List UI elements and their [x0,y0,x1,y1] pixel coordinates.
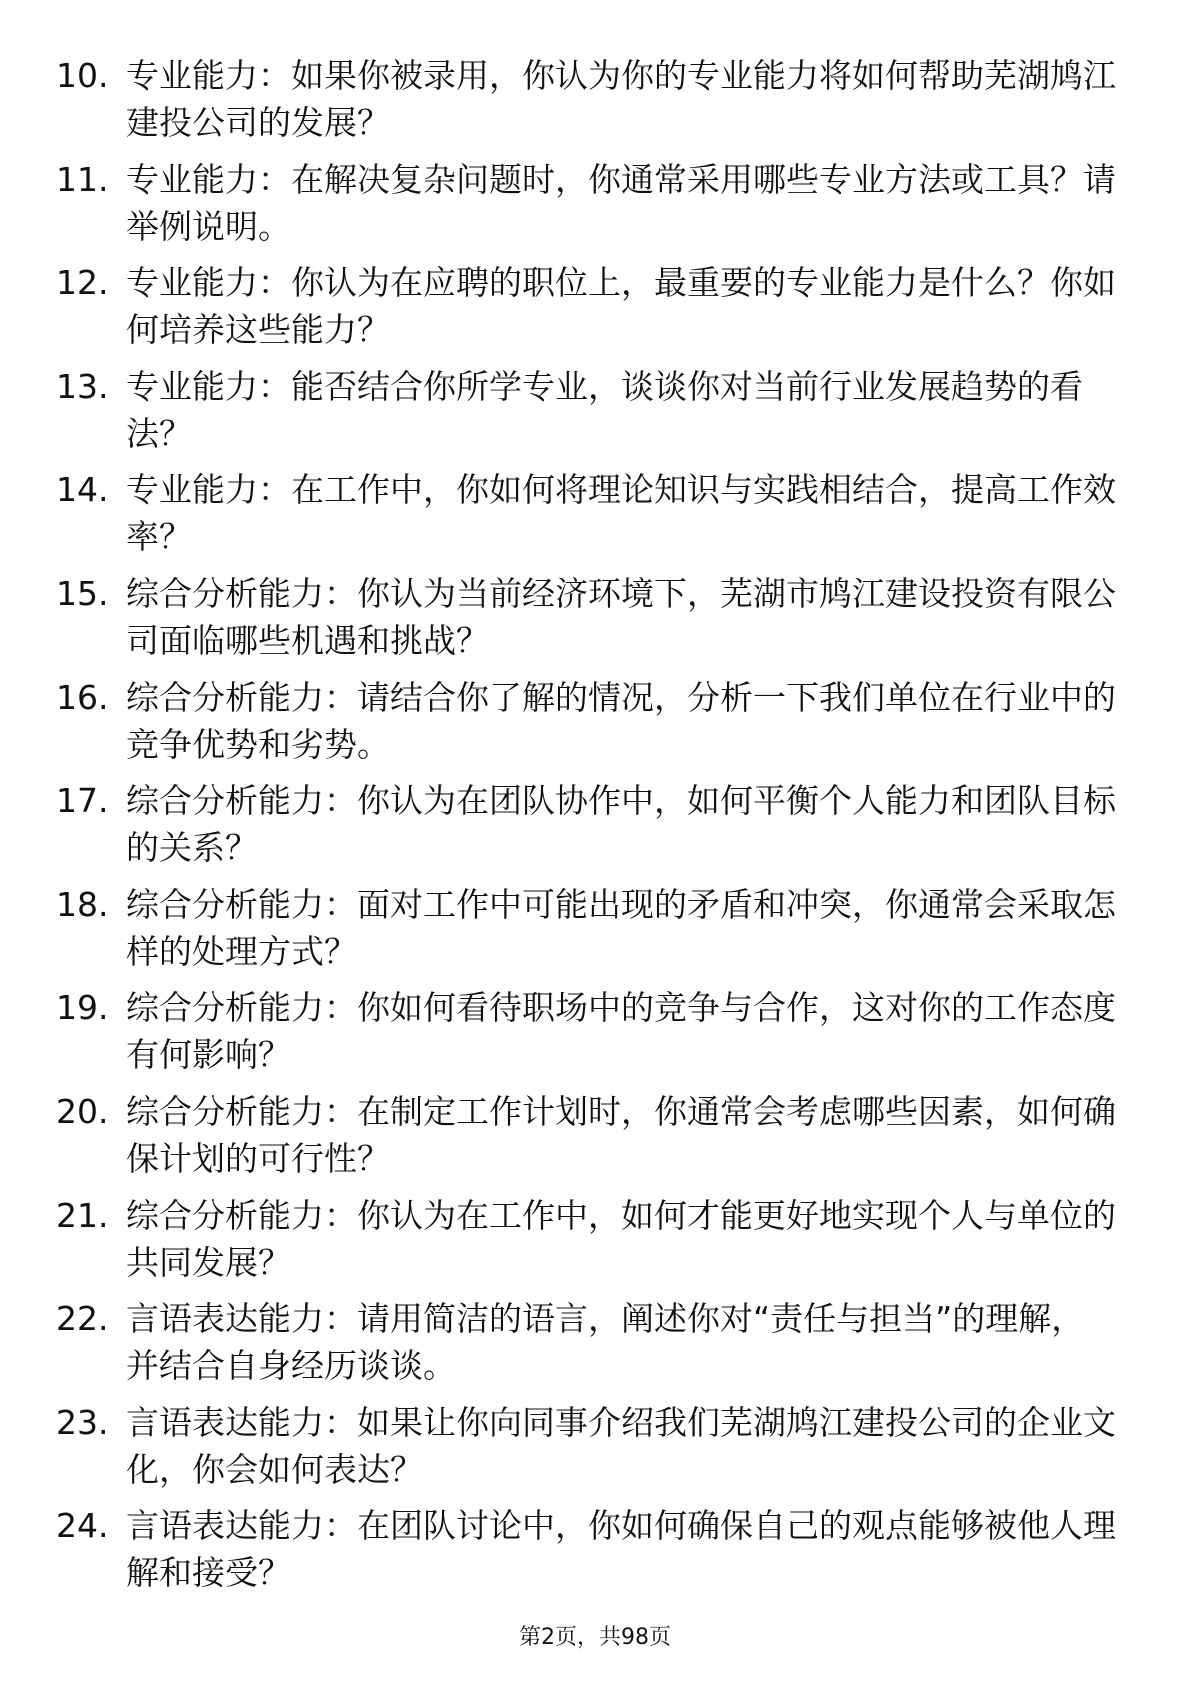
question-number: 22. [56,1299,109,1339]
page-footer [0,1620,1190,1651]
question-item [56,52,1116,156]
question-number: 18. [56,884,109,924]
question-item [56,1088,1116,1192]
question-number: 15. [56,573,109,613]
question-number: 21. [56,1195,109,1235]
question-item [56,156,1116,260]
question-text: 言语表达能力：在团队讨论中，你如何确保自己的观点能够被他人理解和接受？ [126,1506,1116,1593]
question-item [56,570,1116,674]
question-item [56,1399,1116,1503]
question-text: 专业能力：在工作中，你如何将理论知识与实践相结合，提高工作效率？ [126,470,1116,557]
question-item [56,363,1116,467]
question-text: 综合分析能力：面对工作中可能出现的矛盾和冲突，你通常会采取怎样的处理方式？ [126,884,1116,971]
question-item [56,984,1116,1088]
question-text: 综合分析能力：你认为在团队协作中，如何平衡个人能力和团队目标的关系？ [126,781,1116,868]
question-number: 24. [56,1506,109,1546]
question-number: 17. [56,781,109,821]
question-number: 14. [56,470,109,510]
question-number: 11. [56,159,109,199]
question-number: 10. [56,56,109,95]
question-list [56,52,1116,1606]
question-text: 综合分析能力：你认为在工作中，如何才能更好地实现个人与单位的共同发展？ [126,1195,1116,1282]
question-text: 专业能力：如果你被录用，你认为你的专业能力将如何帮助芜湖鸠江建投公司的发展？ [126,56,1116,142]
question-text: 综合分析能力：请结合你了解的情况，分析一下我们单位在行业中的竞争优势和劣势。 [126,677,1116,764]
question-item [56,466,1116,570]
question-text: 综合分析能力：你认为当前经济环境下，芜湖市鸠江建设投资有限公司面临哪些机遇和挑战？ [126,573,1116,660]
question-item [56,674,1116,778]
question-text: 专业能力：能否结合你所学专业，谈谈你对当前行业发展趋势的看法？ [126,366,1083,453]
question-item [56,1295,1116,1399]
question-text: 专业能力：在解决复杂问题时，你通常采用哪些专业方法或工具？请举例说明。 [126,159,1116,246]
question-number: 16. [56,677,109,717]
question-number: 19. [56,988,109,1028]
question-text: 综合分析能力：在制定工作计划时，你通常会考虑哪些因素，如何确保计划的可行性？ [126,1091,1116,1178]
question-number: 20. [56,1091,109,1131]
question-text: 综合分析能力：你如何看待职场中的竞争与合作，这对你的工作态度有何影响？ [126,988,1116,1075]
question-item [56,259,1116,363]
page-number-label: 第2页，共98页 [519,1625,671,1650]
question-item [56,1502,1116,1606]
question-item [56,1192,1116,1296]
question-text: 言语表达能力：请用简洁的语言，阐述你对“责任与担当”的理解，并结合自身经历谈谈。 [126,1299,1085,1386]
question-number: 23. [56,1402,109,1442]
question-number: 13. [56,366,109,406]
question-item [56,881,1116,985]
question-text: 专业能力：你认为在应聘的职位上，最重要的专业能力是什么？你如何培养这些能力？ [126,263,1116,350]
question-text: 言语表达能力：如果让你向同事介绍我们芜湖鸠江建投公司的企业文化，你会如何表达？ [126,1402,1116,1489]
question-item [56,777,1116,881]
question-number: 12. [56,263,109,303]
